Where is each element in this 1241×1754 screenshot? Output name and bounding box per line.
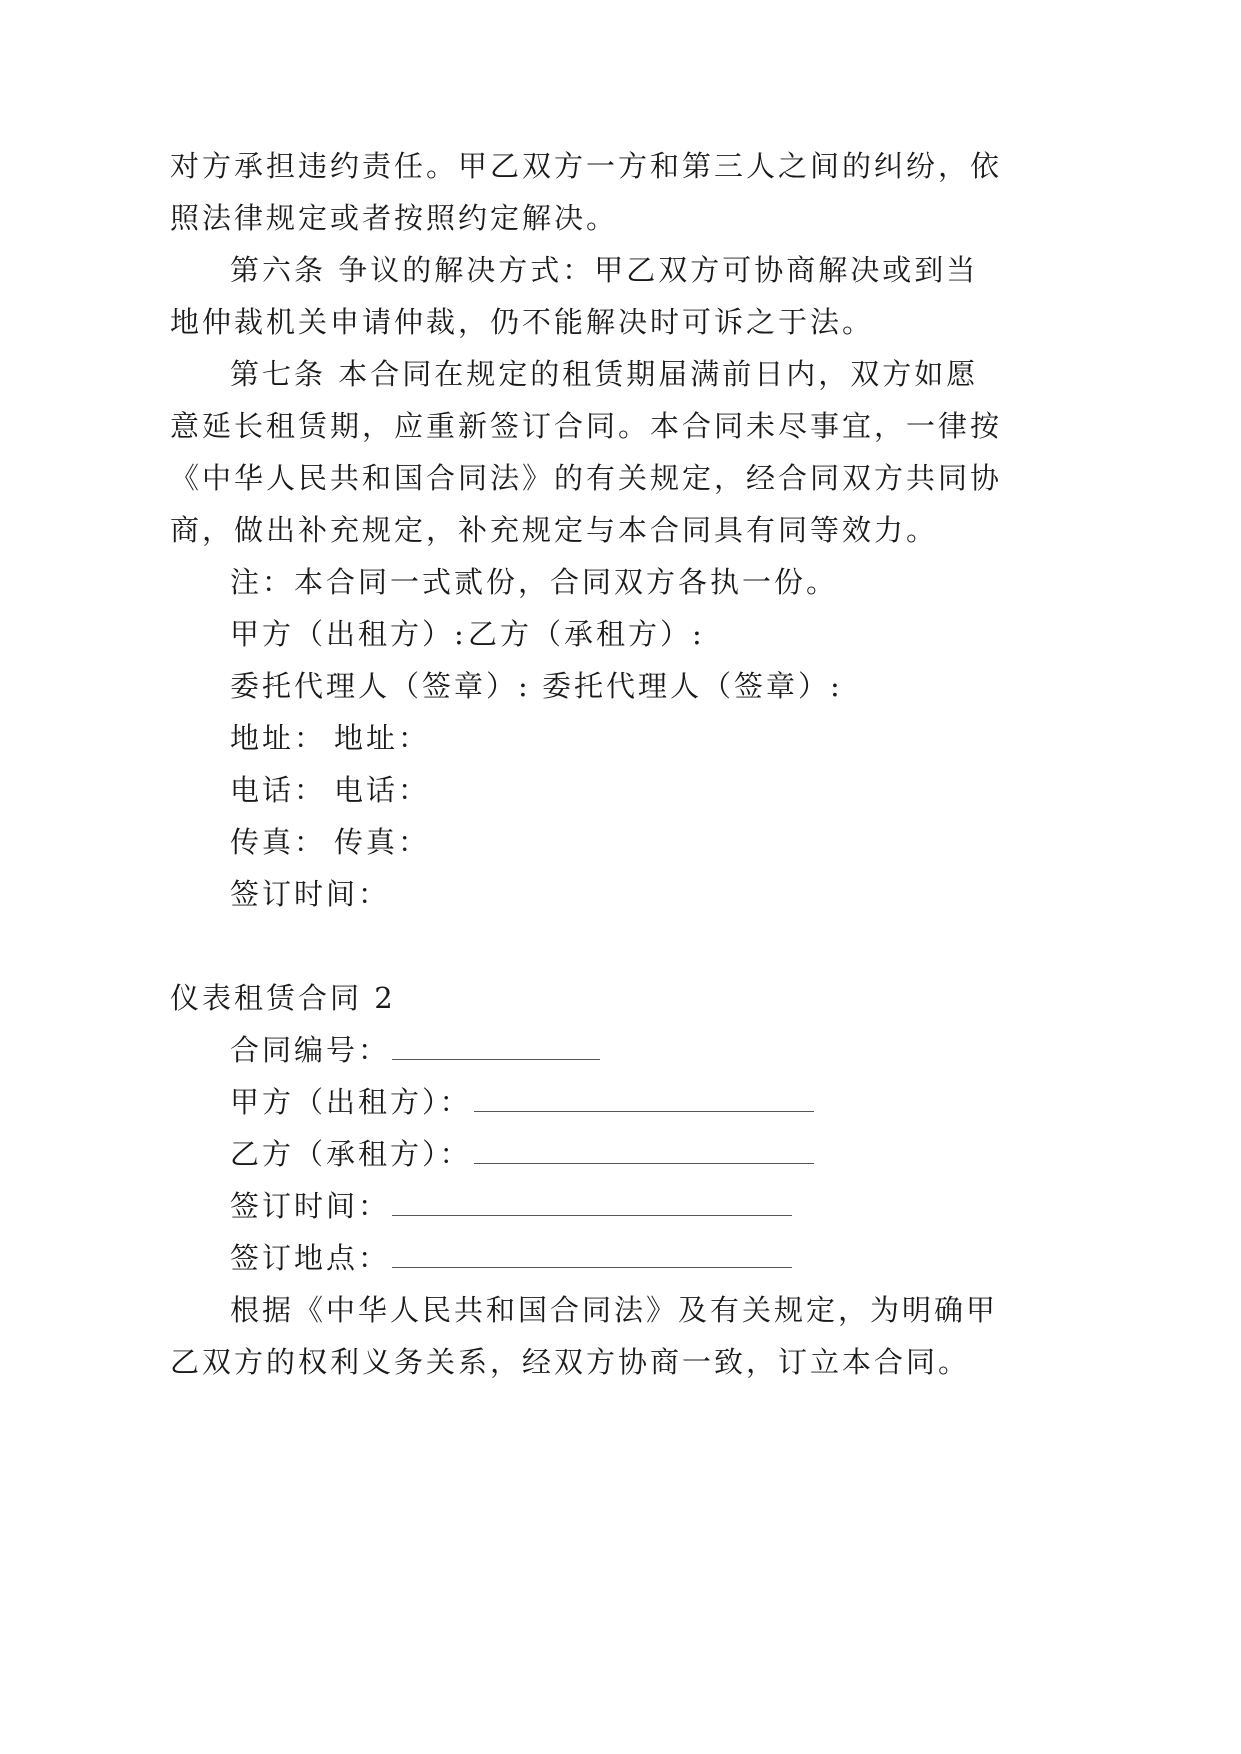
agent-a-label: 委托代理人（签章）: [230,669,531,703]
sign-place-blank[interactable] [392,1241,792,1268]
article-7-line: 商，做出补充规定，补充规定与本合同具有同等效力。 [170,513,939,547]
note-line: 注：本合同一式贰份，合同双方各执一份。 [230,565,839,599]
party-a-blank[interactable] [474,1085,814,1112]
fax-b-label: 传真： [334,825,431,859]
article-7-line: 第七条 本合同在规定的租赁期届满前日内，双方如愿 [230,357,979,391]
intro-line: 乙双方的权利义务关系，经双方协商一致，订立本合同。 [170,1345,971,1379]
contract-2-title: 仪表租赁合同 2 [170,981,396,1015]
contract-number-row [230,1030,600,1070]
intro-line: 根据《中华人民共和国合同法》及有关规定，为明确甲 [230,1293,999,1327]
article-6-line: 第六条 争议的解决方式：甲乙双方可协商解决或到当 [230,253,979,287]
phone-a-label: 电话： [230,773,327,807]
article-7-line: 意延长租赁期，应重新签订合同。本合同未尽事宜，一律按 [170,409,1003,443]
paragraph-line: 对方承担违约责任。甲乙双方一方和第三人之间的纠纷，依 [170,149,1003,183]
address-b-label: 地址： [334,721,431,755]
contract-number-blank[interactable] [392,1033,600,1060]
contract-number-label: 合同编号： [230,1033,391,1067]
sign-place-field-label: 签订地点： [230,1241,391,1275]
party-b-field-label: 乙方（承租方）： [230,1137,472,1171]
phone-b-label: 电话： [334,773,431,807]
paragraph-line: 照法律规定或者按照约定解决。 [170,201,619,235]
article-6-line: 地仲裁机关申请仲裁，仍不能解决时可诉之于法。 [170,305,875,339]
party-a-row [230,1082,814,1122]
sign-time-row [230,1186,792,1226]
party-a-field-label: 甲方（出租方）： [230,1085,472,1119]
sign-time-blank[interactable] [392,1189,792,1216]
article-7-line: 《中华人民共和国合同法》的有关规定，经合同双方共同协 [170,461,1003,495]
party-a-label: 甲方（出租方）: [230,617,467,651]
party-b-label: 乙方（承租方）: [468,617,705,651]
party-b-row [230,1134,814,1174]
fax-a-label: 传真： [230,825,327,859]
sign-time-label: 签订时间： [230,877,391,911]
sign-time-field-label: 签订时间： [230,1189,391,1223]
party-b-blank[interactable] [474,1137,814,1164]
agent-b-label: 委托代理人（签章）: [542,669,843,703]
address-a-label: 地址： [230,721,327,755]
sign-place-row [230,1238,792,1278]
